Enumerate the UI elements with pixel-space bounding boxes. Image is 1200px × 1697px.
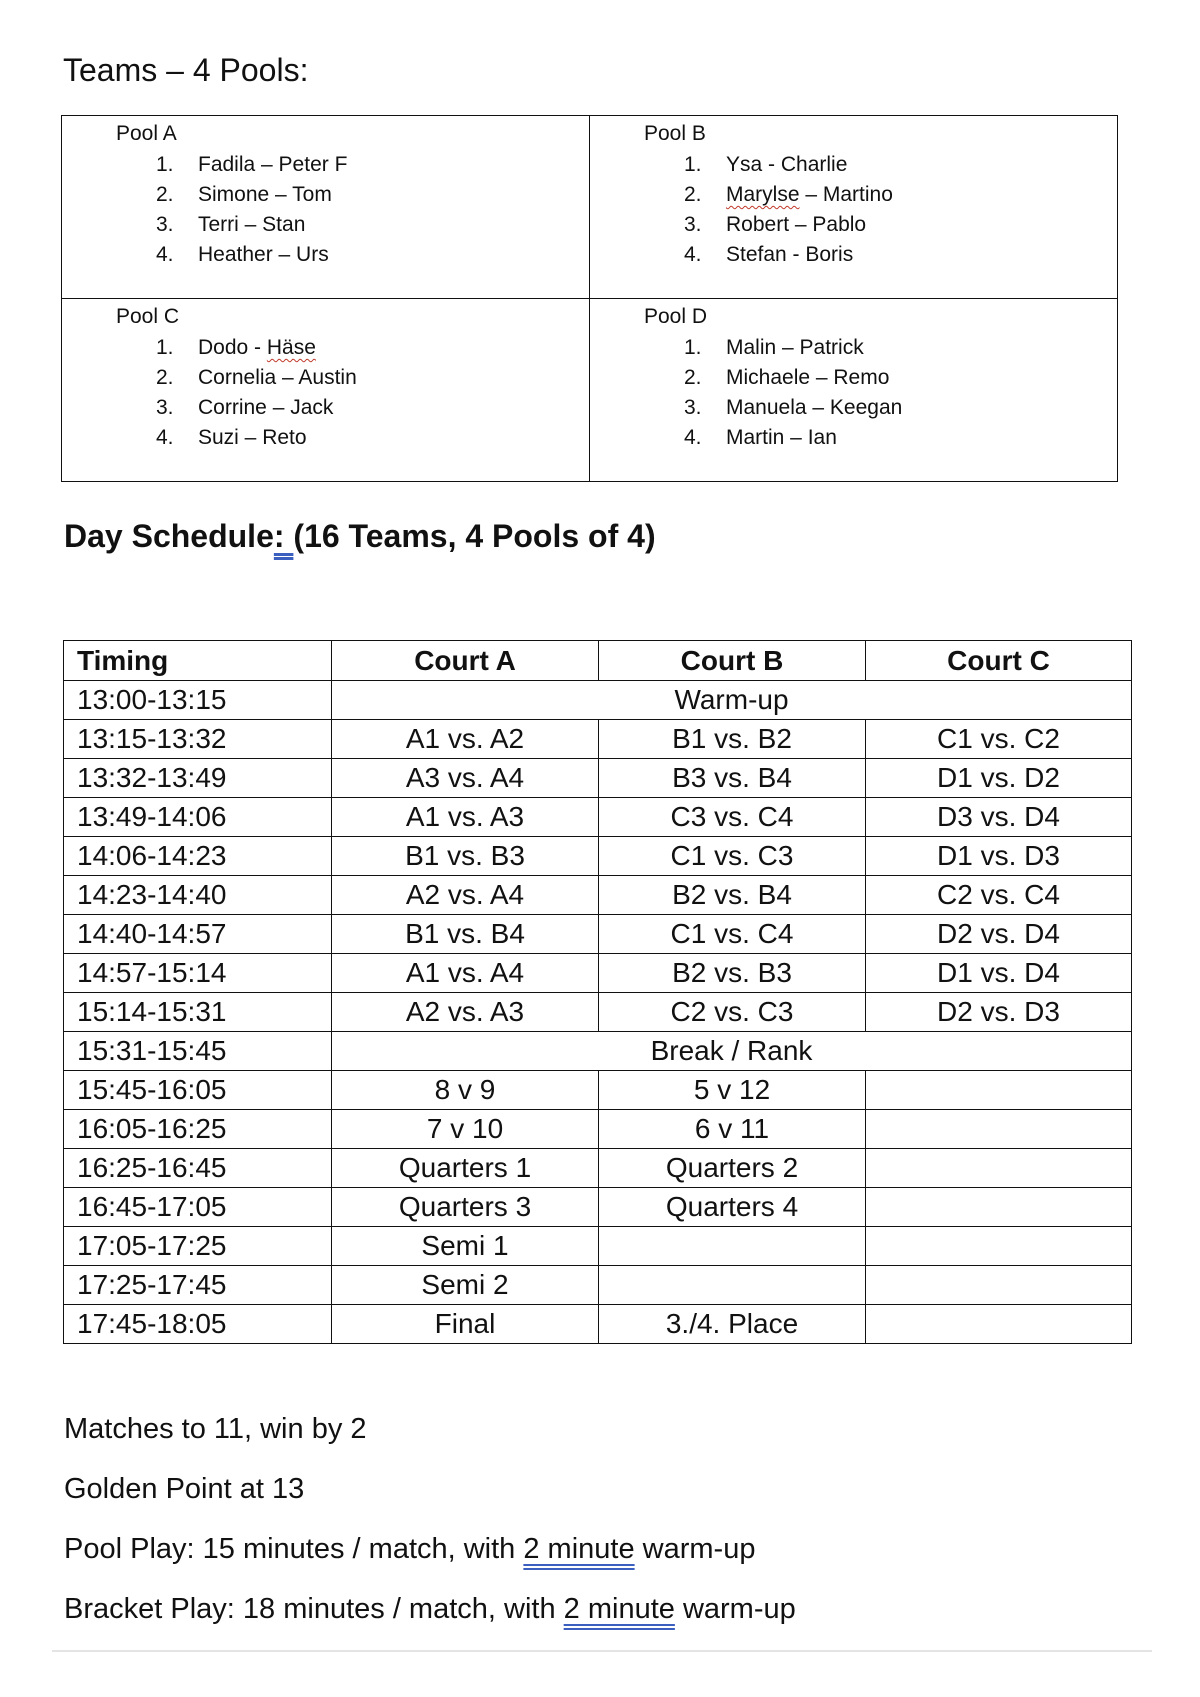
court-b-cell: 5 v 12 [599,1071,866,1110]
court-a-cell: B1 vs. B4 [332,915,599,954]
team-number: 2. [156,366,174,389]
schedule-heading [64,518,656,555]
court-c-cell: C2 vs. C4 [866,876,1132,915]
court-a-cell: A1 vs. A3 [332,798,599,837]
note-underlined-text: 2 minute [523,1533,635,1565]
schedule-row [64,720,1132,759]
schedule-body [64,681,1132,1344]
court-b-cell: C1 vs. C3 [599,837,866,876]
note-underlined-text: 2 minute [563,1593,675,1625]
court-a-cell: Semi 2 [332,1266,599,1305]
pool-title: Pool D [644,305,708,328]
schedule-row [64,681,1132,720]
team-name-rest: – Martino [799,183,893,206]
court-b-cell: C2 vs. C3 [599,993,866,1032]
schedule-row [64,1266,1132,1305]
note-text: warm-up [674,1593,796,1625]
court-a-cell: 8 v 9 [332,1071,599,1110]
team-number: 3. [156,213,174,236]
team-name: Ysa - Charlie [726,153,848,176]
team-name-start: Dodo - [198,336,267,359]
team-number: 4. [684,426,702,449]
court-a-cell: Semi 1 [332,1227,599,1266]
schedule-row [64,837,1132,876]
time-slot-cell: 13:00-13:15 [64,681,332,720]
court-c-cell: D1 vs. D4 [866,954,1132,993]
schedule-row [64,954,1132,993]
schedule-row [64,1227,1132,1266]
all-courts-cell: Break / Rank [332,1032,1132,1071]
schedule-row [64,876,1132,915]
time-slot-cell: 13:49-14:06 [64,798,332,837]
team-number: 1. [156,153,174,176]
court-c-cell [866,1305,1132,1344]
court-a-cell: 7 v 10 [332,1110,599,1149]
schedule-row [64,1188,1132,1227]
team-item [156,363,357,393]
team-item [684,210,893,240]
team-number: 4. [156,426,174,449]
time-slot-cell: 14:23-14:40 [64,876,332,915]
note-text: Pool Play: 15 minutes / match, with [64,1533,524,1565]
court-a-cell: B1 vs. B3 [332,837,599,876]
court-a-cell: Quarters 1 [332,1149,599,1188]
pool-team-list [156,150,347,270]
all-courts-cell: Warm-up [332,681,1132,720]
team-item [156,240,347,270]
team-number: 3. [684,213,702,236]
team-number: 4. [156,243,174,266]
time-slot-cell: 15:14-15:31 [64,993,332,1032]
court-c-cell: D1 vs. D3 [866,837,1132,876]
court-c-cell: D2 vs. D4 [866,915,1132,954]
time-slot-cell: 15:31-15:45 [64,1032,332,1071]
team-name: Suzi – Reto [198,426,307,449]
schedule-heading-subtitle: (16 Teams, 4 Pools of 4) [293,518,656,554]
team-item [156,180,347,210]
team-number: 2. [156,183,174,206]
team-name: Malin – Patrick [726,336,864,359]
schedule-heading-title: Day Schedule [64,518,274,554]
pool-team-list [684,150,893,270]
team-item [684,150,893,180]
pool-cell [590,299,1118,482]
note-text: warm-up [634,1533,756,1565]
pool-team-list [156,333,357,453]
team-item [684,393,902,423]
schedule-row [64,1305,1132,1344]
court-a-cell: Quarters 3 [332,1188,599,1227]
court-c-cell: C1 vs. C2 [866,720,1132,759]
time-slot-cell: 16:05-16:25 [64,1110,332,1149]
team-number: 1. [156,336,174,359]
time-slot-cell: 16:25-16:45 [64,1149,332,1188]
team-number: 1. [684,153,702,176]
team-number: 2. [684,366,702,389]
time-slot-cell: 17:05-17:25 [64,1227,332,1266]
court-a-cell: A2 vs. A3 [332,993,599,1032]
column-header-court-b: Court B [599,641,866,681]
team-item [684,180,893,210]
court-c-cell: D2 vs. D3 [866,993,1132,1032]
court-a-cell: A1 vs. A4 [332,954,599,993]
court-c-cell [866,1110,1132,1149]
spellcheck-word: Häse [266,336,316,359]
team-name: Martin – Ian [726,426,837,449]
time-slot-cell: 13:15-13:32 [64,720,332,759]
court-c-cell [866,1227,1132,1266]
schedule-row [64,993,1132,1032]
team-name: Stefan - Boris [726,243,854,266]
court-b-cell: B2 vs. B3 [599,954,866,993]
schedule-row [64,1071,1132,1110]
teams-heading: Teams – 4 Pools: [63,52,309,88]
pool-title: Pool B [644,122,706,145]
team-name: Corrine – Jack [198,396,334,419]
court-c-cell: D1 vs. D2 [866,759,1132,798]
schedule-row [64,759,1132,798]
court-b-cell: 3./4. Place [599,1305,866,1344]
rules-notes [64,1413,796,1653]
time-slot-cell: 16:45-17:05 [64,1188,332,1227]
team-number: 2. [684,183,702,206]
time-slot-cell: 14:06-14:23 [64,837,332,876]
court-b-cell: C3 vs. C4 [599,798,866,837]
note-line: Matches to 11, win by 2 [64,1413,367,1445]
court-a-cell: A3 vs. A4 [332,759,599,798]
note-line [64,1533,796,1593]
team-item [156,423,357,453]
team-item [156,393,357,423]
time-slot-cell: 17:25-17:45 [64,1266,332,1305]
schedule-row [64,915,1132,954]
note-line [64,1593,796,1653]
team-name: Manuela – Keegan [726,396,903,419]
team-item [684,240,893,270]
note-text: Bracket Play: 18 minutes / match, with [64,1593,564,1625]
time-slot-cell: 14:57-15:14 [64,954,332,993]
time-slot-cell: 13:32-13:49 [64,759,332,798]
pool-cell [62,299,590,482]
team-name: Heather – Urs [198,243,329,266]
court-c-cell [866,1188,1132,1227]
team-name: Robert – Pablo [726,213,867,236]
schedule-table [63,640,1132,1344]
team-item [684,363,902,393]
page-divider [52,1650,1152,1652]
court-b-cell [599,1266,866,1305]
pools-table [61,115,1118,482]
team-name: Terri – Stan [198,213,306,236]
court-a-cell: A1 vs. A2 [332,720,599,759]
court-b-cell: B1 vs. B2 [599,720,866,759]
pool-title: Pool A [116,122,177,145]
court-a-cell: A2 vs. A4 [332,876,599,915]
court-b-cell: B3 vs. B4 [599,759,866,798]
team-name: Fadila – Peter F [198,153,348,176]
court-b-cell: C1 vs. C4 [599,915,866,954]
note-line: Golden Point at 13 [64,1473,305,1505]
pool-cell [62,116,590,299]
team-item [156,150,347,180]
court-b-cell: Quarters 2 [599,1149,866,1188]
spellcheck-word: Marylse [726,183,800,206]
pool-team-list [684,333,902,453]
team-item [156,333,357,363]
court-a-cell: Final [332,1305,599,1344]
team-number: 1. [684,336,702,359]
pool-title: Pool C [116,305,180,328]
court-b-cell: 6 v 11 [599,1110,866,1149]
team-name: Simone – Tom [198,183,332,206]
schedule-header-row [64,641,1132,681]
schedule-heading-mark: : [273,518,294,554]
team-item [156,210,347,240]
team-item [684,423,902,453]
schedule-row [64,1149,1132,1188]
team-name: Cornelia – Austin [198,366,357,389]
court-c-cell: D3 vs. D4 [866,798,1132,837]
column-header-timing: Timing [64,641,332,681]
time-slot-cell: 15:45-16:05 [64,1071,332,1110]
court-c-cell [866,1149,1132,1188]
court-b-cell [599,1227,866,1266]
team-number: 3. [156,396,174,419]
column-header-court-a: Court A [332,641,599,681]
team-item [684,333,902,363]
time-slot-cell: 14:40-14:57 [64,915,332,954]
schedule-row [64,1032,1132,1071]
court-c-cell [866,1071,1132,1110]
column-header-court-c: Court C [866,641,1132,681]
pool-cell [590,116,1118,299]
team-number: 3. [684,396,702,419]
court-b-cell: Quarters 4 [599,1188,866,1227]
court-c-cell [866,1266,1132,1305]
time-slot-cell: 17:45-18:05 [64,1305,332,1344]
court-b-cell: B2 vs. B4 [599,876,866,915]
team-name: Michaele – Remo [726,366,890,389]
team-number: 4. [684,243,702,266]
schedule-row [64,798,1132,837]
schedule-row [64,1110,1132,1149]
